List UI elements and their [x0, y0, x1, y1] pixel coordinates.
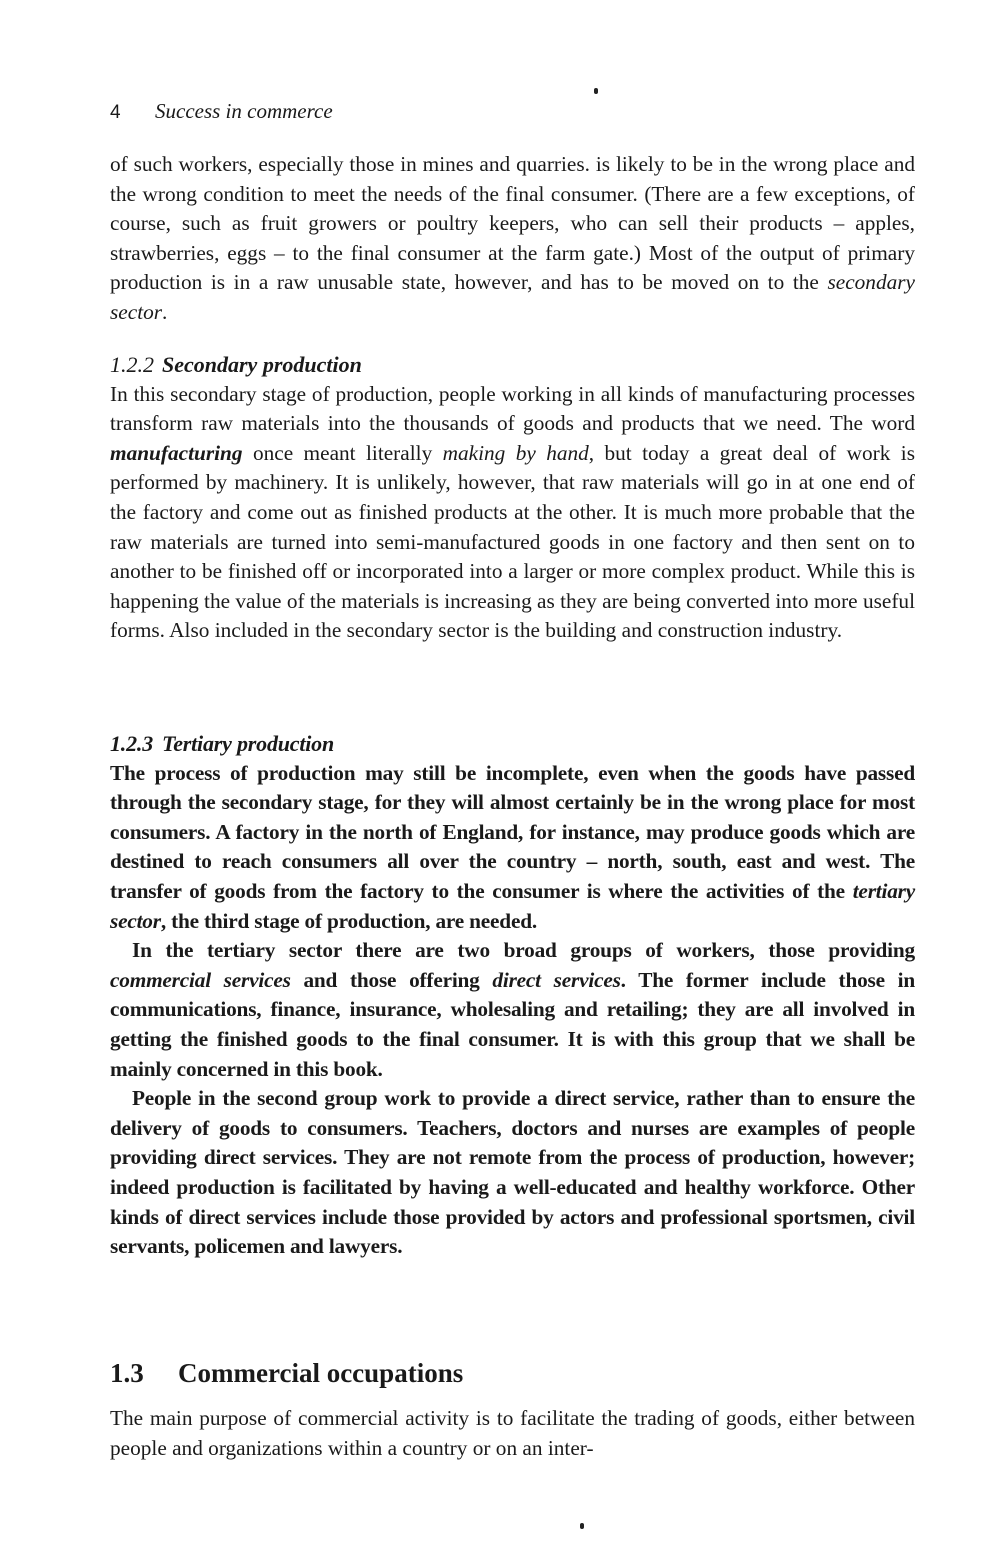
paragraph-text: The process of production may still be incomplete, even when the goods have passed through the secondary stage, for they will almost certainly be in the wrong place for most consumers. A factory in the north of England, for instance, may produce goods which are destined to reach consumers all over the country – north, south, east and west. The transfer of goods from the factory to the consumer is where the activities of the [110, 760, 915, 903]
subsection-number: 1.2.2 [110, 352, 154, 377]
paragraph-text: and those offering [290, 967, 493, 992]
emphasis-direct-services: direct services [492, 967, 621, 992]
paragraph [110, 759, 915, 937]
paragraph: People in the second group work to provide a direct service, rather than to ensure the delivery of goods to consumers. Teachers, doctors and nurses are examples of people providing direct services. They are not remote from the process of production, however; indeed production is facilitated by having a well-educated and healthy workforce. Other kinds of direct services include those provided by actors and professional sportsmen, civil servants, policemen and lawyers. [110, 1086, 915, 1259]
section-title: Commercial occupations [178, 1358, 464, 1388]
emphasis-commercial-services: commercial services [110, 967, 291, 992]
book-title: Success in commerce [155, 99, 333, 123]
section-heading [110, 1356, 915, 1390]
subsection-heading [110, 729, 915, 759]
continuation-paragraph [110, 150, 915, 328]
paragraph [110, 380, 915, 646]
paragraph: The main purpose of commercial activity is to facilitate the trading of goods, either between people and organizations within a country or on an inter- [110, 1406, 915, 1460]
scan-speck-top [594, 88, 598, 94]
subsection-title: Secondary production [162, 352, 362, 377]
emphasis-making-by-hand: making by hand [442, 440, 589, 465]
emphasis-tertiary-sector: tertiary sector [110, 878, 915, 933]
paragraph [110, 936, 915, 1084]
subsection-number: 1.2.3 [110, 731, 154, 756]
section-1-2-3 [110, 729, 915, 1262]
paragraph-text: of such workers, especially those in mines and quarries. is likely to be in the wrong place and the wrong condition to meet the needs of the final consumer. (There are a few exceptions, of course, such as fruit growers or poultry keepers, who can sell their products – apples, strawberries, eggs – to the final consumer at the farm gate.) Most of the output of primary production is in a raw unusable state, however, and has to be moved on to the [110, 152, 915, 295]
running-head [110, 96, 333, 128]
paragraph-text: In the tertiary sector there are two broad groups of workers, those providing [132, 938, 915, 963]
paragraph-text: , but today a great deal of work is performed by machinery. It is unlikely, however, that raw materials will go in at one end of the factory and come out as finished products at the other. It is much more probable that the raw materials are turned into semi-manufactured goods in one factory and then sent on to another to be finished off or incorporated into a larger or more complex product. While this is happening the value of the materials is increasing as they are being converted into more useful forms. Also included in the secondary sector is the building and construction industry. [110, 440, 915, 643]
paragraph-text: , the third stage of production, are needed. [160, 908, 537, 933]
emphasis-manufacturing: manufacturing [110, 440, 243, 465]
emphasis-secondary-sector: secondary sector [110, 270, 915, 324]
paragraph-text: In this secondary stage of production, people working in all kinds of manufacturing processes transform raw materials into the thousands of goods and products that we need. The word [110, 381, 915, 436]
subsection-title: Tertiary production [162, 731, 335, 756]
page-number: 4 [110, 102, 121, 123]
section-1-2-2 [110, 350, 915, 646]
section-number: 1.3 [110, 1358, 144, 1388]
paragraph-text: once meant literally [242, 440, 443, 465]
scan-speck-bottom [580, 1523, 584, 1529]
subsection-heading [110, 350, 915, 380]
paragraph-text-end: . [162, 299, 168, 324]
paragraph-text: . The former include those in communications, finance, insurance, wholesaling and retailing; they are all involved in getting the finished goods to the final consumer. It is with this group that we shall be mainly concerned in this book. [110, 967, 916, 1081]
section-1-3 [110, 1356, 915, 1463]
